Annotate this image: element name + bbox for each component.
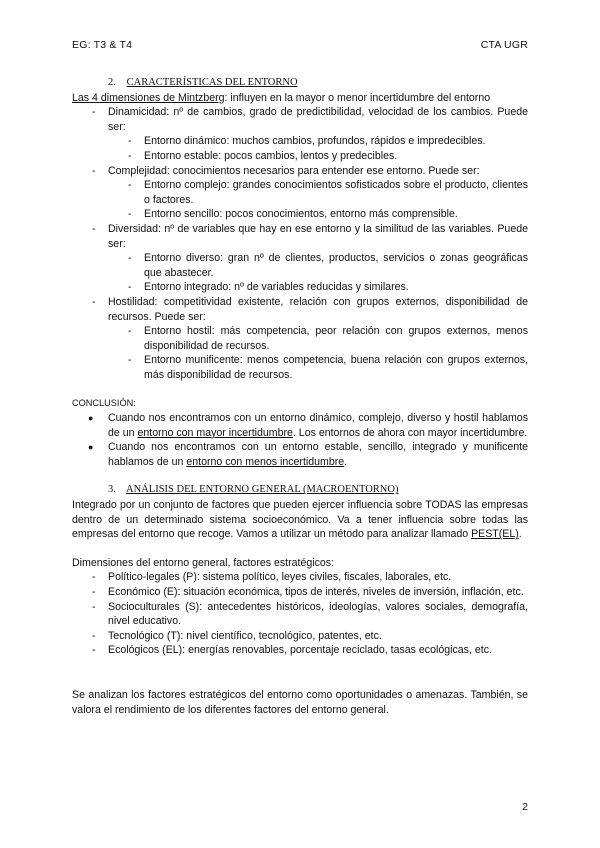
bullet-underlined: entorno con mayor incertidumbre: [137, 426, 293, 439]
sub-list: [108, 251, 528, 295]
header-right: CTA UGR: [480, 39, 528, 51]
factors-list: [72, 570, 528, 658]
list-item: [72, 105, 528, 163]
sub-list-item: - Entorno hostil: más competencia, peor relación con grupos externos, menos disponibilidad de recursos.: [108, 324, 528, 353]
sub-list-item: - Entorno integrado: nº de variables reducidas y similares.: [108, 280, 528, 295]
list-item-text: Hostilidad: competitividad existente, relación con grupos externos, disponibilidad de recursos. Puede ser:: [108, 295, 528, 323]
sub-list-item: - Entorno dinámico: muchos cambios, profundos, rápidos e impredecibles.: [108, 134, 528, 149]
sub-list-item: - Entorno diverso: gran nº de clientes, productos, servicios o zonas geográficas que abastecer.: [108, 251, 528, 280]
bullet-text: .: [344, 455, 348, 468]
conclusion-list: [72, 411, 528, 469]
sub-list-item: - Entorno sencillo: pocos conocimientos, entorno más comprensible.: [108, 207, 528, 222]
spacer: [72, 542, 528, 556]
pestel-link-text: PEST(EL): [471, 528, 519, 541]
page-number: 2: [522, 801, 528, 813]
factor-item: - Socioculturales (S): antecedentes históricos, ideologías, valores sociales, demografía, nivel educativo.: [72, 600, 528, 629]
conclusion-bullet: [72, 440, 528, 469]
section-number: 2.: [108, 77, 116, 88]
section-2-intro: [72, 91, 528, 106]
sub-list: [108, 134, 528, 163]
factor-item: - Político-legales (P): sistema político, leyes civiles, fiscales, laborales, etc.: [72, 570, 528, 585]
bullet-text: Cuando nos encontramos con un entorno estable, sencillo, integrado y munificente hablamos de un: [108, 441, 528, 468]
paragraph-text: .: [518, 528, 522, 541]
bullet-text: . Los entornos de ahora con mayor incertidumbre.: [292, 426, 528, 439]
spacer: [72, 469, 528, 483]
sub-list-item: - Entorno munificente: menos competencia, buena relación con grupos externos, más disponibilidad de recursos.: [108, 353, 528, 382]
list-item-text: Dinamicidad: nº de cambios, grado de predictibilidad, velocidad de los cambios. Puede ser:: [108, 106, 528, 133]
dims-label: Dimensiones del entorno general, factores estratégicos:: [72, 556, 335, 569]
section-title-text: CARACTERÍSTICAS DEL ENTORNO: [126, 77, 298, 88]
factor-item: - Ecológicos (EL): energías renovables, porcentaje reciclado, tasas ecológicas, etc.: [72, 643, 528, 658]
sub-list-item: - Entorno complejo: grandes conocimientos sofisticados sobre el producto, clientes o factores.: [108, 178, 528, 207]
spacer: [72, 658, 528, 688]
bullet-underlined: entorno con menos incertidumbre: [186, 455, 345, 468]
intro-rest: : influyen en la mayor o menor incertidumbre del entorno: [224, 91, 491, 104]
section-title-text: ANÁLISIS DEL ENTORNO GENERAL (MACROENTORNO): [126, 484, 399, 496]
page-content: [72, 76, 528, 717]
bullet-text: Cuando nos encontramos con un entorno dinámico, complejo, diverso y hostil hablamos de un: [108, 412, 528, 439]
list-item-text: Complejidad: conocimientos necesarios para entender ese entorno. Puede ser:: [108, 164, 480, 177]
intro-underlined: Las 4 dimensiones de Mintzberg: [72, 91, 225, 104]
list-item: [72, 295, 528, 383]
dimensions-list: [72, 105, 528, 382]
conclusion-label: CONCLUSIÓN:: [72, 398, 136, 409]
sub-list: [108, 178, 528, 222]
list-item: [72, 222, 528, 295]
closing-paragraph: Se analizan los factores estratégicos del entorno como oportunidades o amenazas. También, se valora el rendimiento de los diferentes factores del entorno general.: [72, 688, 528, 716]
section-number: 3.: [108, 484, 116, 496]
conclusion-bullet: [72, 411, 528, 440]
header-left: EG: T3 & T4: [72, 39, 133, 51]
list-item: [72, 164, 528, 222]
paragraph-text: Integrado por un conjunto de factores que pueden ejercer influencia sobre TODAS las empresas dentro de un determinado sistema socioeconómico. Va a tener influencia sobre todas las empresas del entorno que recoge. Vamos a utilizar un método para analizar llamado: [72, 499, 528, 541]
factor-item: - Tecnológico (T): nivel científico, tecnológico, patentes, etc.: [72, 629, 528, 644]
section-3-title: [108, 483, 528, 498]
sub-list-item: - Entorno estable: pocos cambios, lentos y predecibles.: [108, 149, 528, 164]
sub-list: [108, 324, 528, 382]
section-2-title: [108, 76, 528, 91]
factor-item: - Económico (E): situación económica, tipos de interés, niveles de inversión, inflación, etc.: [72, 585, 528, 600]
section-3-paragraph: [72, 498, 528, 542]
list-item-text: Diversidad: nº de variables que hay en ese entorno y la similitud de las variables. Puede ser:: [108, 222, 528, 250]
